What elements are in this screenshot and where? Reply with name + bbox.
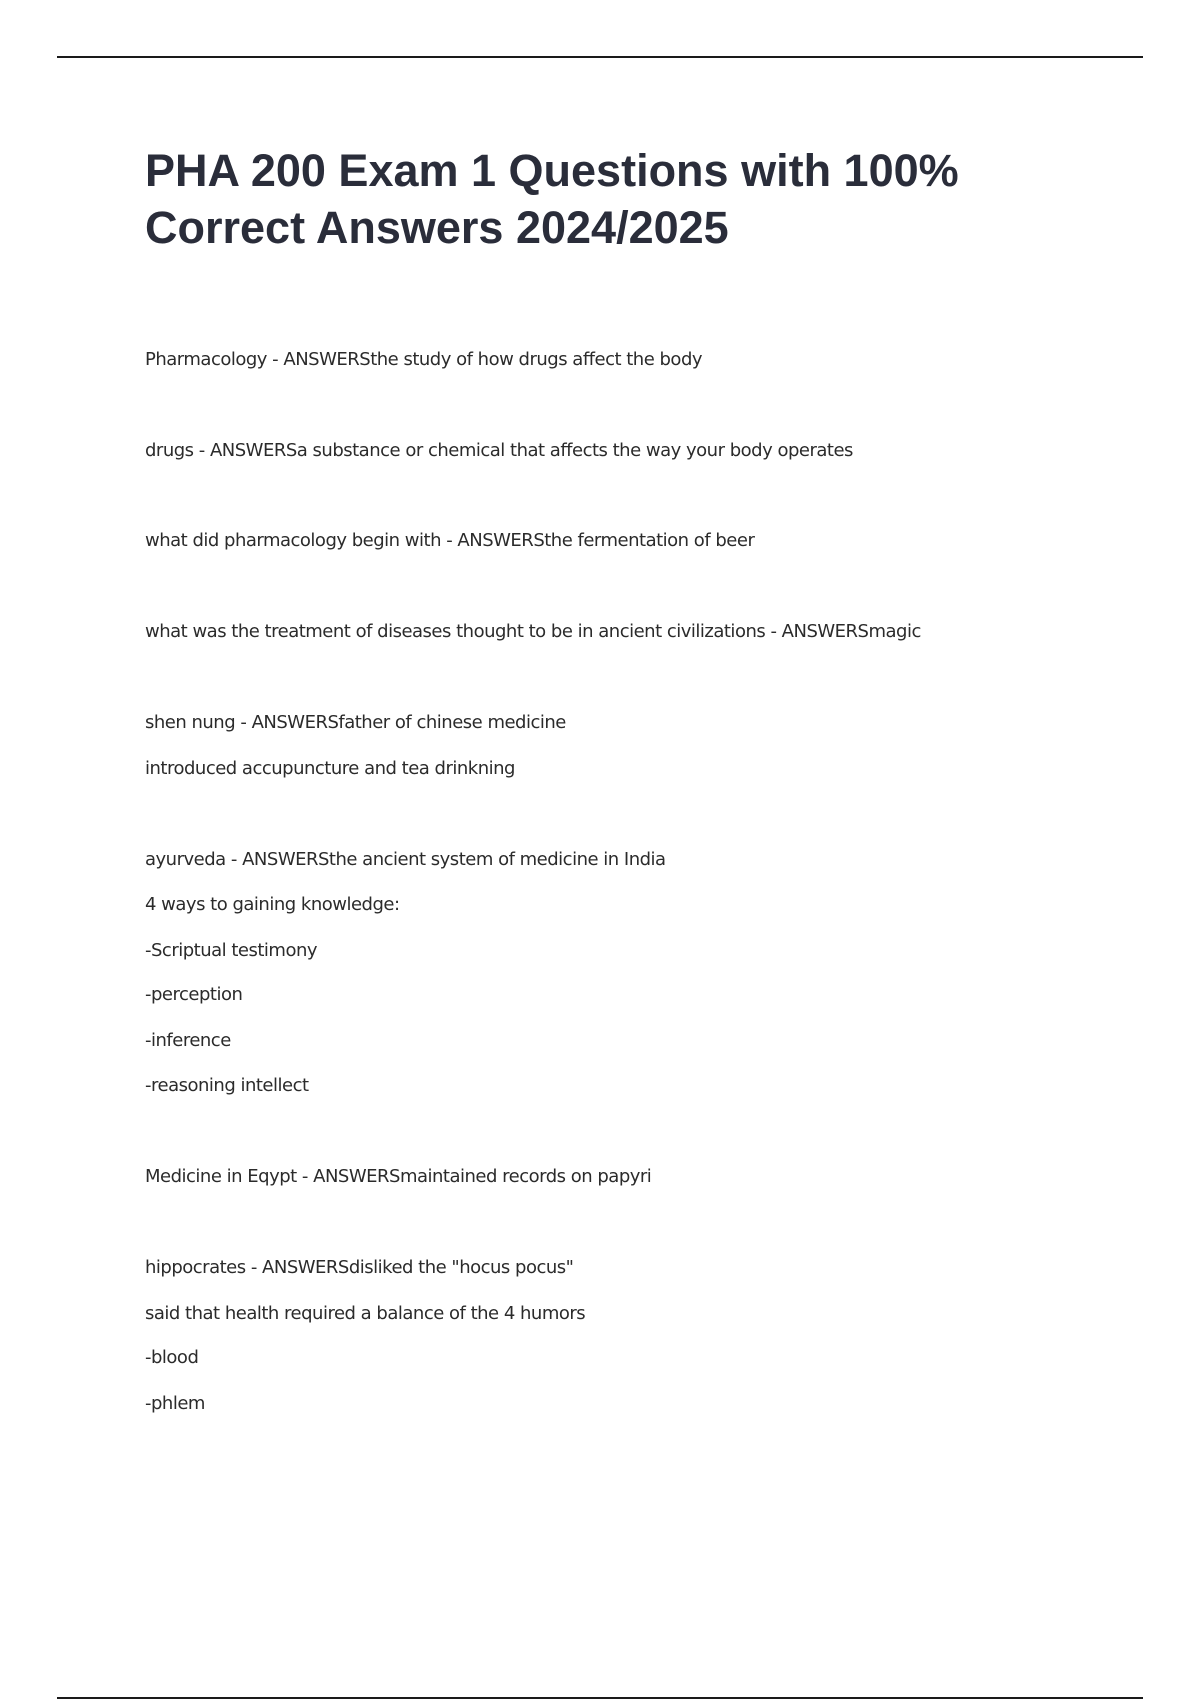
bottom-rule (57, 1697, 1143, 1699)
qa-line: -phlem (145, 1393, 205, 1414)
qa-line: ayurveda - ANSWERSthe ancient system of medicine in India (145, 849, 666, 870)
title-line-1: PHA 200 Exam 1 Questions with 100% (145, 145, 959, 196)
qa-line: -Scriptual testimony (145, 940, 318, 961)
qa-line: hippocrates - ANSWERSdisliked the "hocus pocus" (145, 1257, 574, 1278)
qa-line: -reasoning intellect (145, 1075, 309, 1096)
qa-line: shen nung - ANSWERSfather of chinese medicine (145, 712, 566, 733)
qa-line: what did pharmacology begin with - ANSWERSthe fermentation of beer (145, 530, 755, 551)
qa-line: said that health required a balance of the 4 humors (145, 1303, 586, 1324)
qa-line: introduced accupuncture and tea drinkning (145, 758, 515, 779)
qa-line: what was the treatment of diseases thought to be in ancient civilizations - ANSWERSmagic (145, 621, 921, 642)
qa-line: -blood (145, 1347, 199, 1368)
qa-line: -inference (145, 1030, 231, 1051)
qa-line: Pharmacology - ANSWERSthe study of how drugs affect the body (145, 349, 703, 370)
qa-line: Medicine in Eqypt - ANSWERSmaintained records on papyri (145, 1166, 652, 1187)
qa-line: drugs - ANSWERSa substance or chemical that affects the way your body operates (145, 440, 853, 461)
title-line-2: Correct Answers 2024/2025 (145, 202, 729, 253)
qa-line: -perception (145, 984, 243, 1005)
document-title (145, 142, 1105, 256)
top-rule (57, 56, 1143, 58)
qa-line: 4 ways to gaining knowledge: (145, 894, 400, 915)
